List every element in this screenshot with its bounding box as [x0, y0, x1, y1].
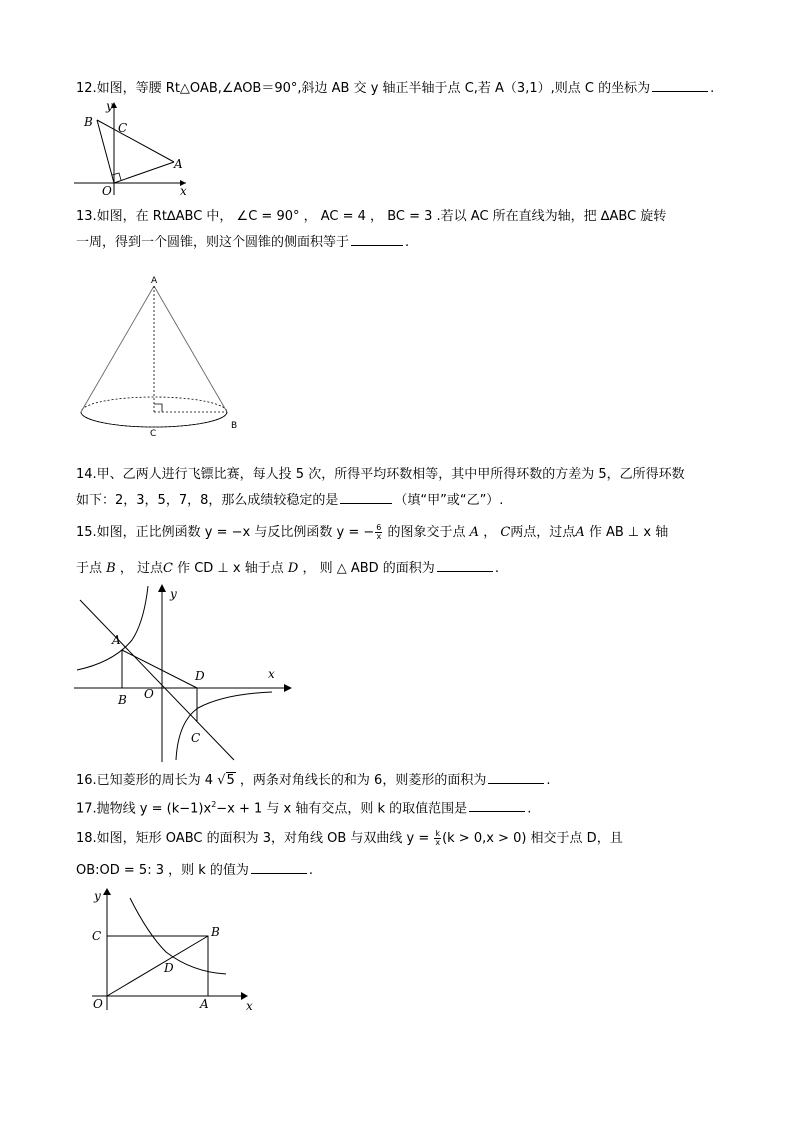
- q16-line: 16.已知菱形的周长为 4 √5 ，两条对角线长的和为 6，则菱形的面积为 .: [76, 773, 551, 788]
- q17-answer-blank[interactable]: [469, 810, 525, 812]
- q18-stem-c: OB:OD = 5: 3 ，则 k 的值为: [76, 863, 249, 878]
- q15-stem-f: 于点: [76, 561, 103, 576]
- q13-line1: 13.如图，在 Rt∆ABC 中， ∠C = 90° ， AC = 4 ， BC = 3 .若以 AC 所在直线为轴，把 ∆ABC 旋转: [76, 209, 667, 224]
- q12-text: [76, 80, 714, 98]
- q18-line1: [76, 830, 623, 848]
- q12-label-x: x: [180, 184, 187, 198]
- q12-answer-blank[interactable]: [652, 90, 708, 92]
- q17-line: [76, 796, 531, 818]
- q17-exponent: 2: [211, 800, 217, 809]
- q18-frac-num: k: [435, 829, 441, 838]
- q15-period: .: [494, 561, 499, 576]
- q18-y-arrow: [103, 888, 111, 895]
- q15-point-c: C: [500, 525, 511, 540]
- q17-stem-a: 17.抛物线 y = (k−1)x: [76, 801, 212, 817]
- q12-label-o: O: [102, 184, 112, 198]
- q15-y-arrow: [158, 584, 166, 592]
- q14-hint: （填“甲”或“乙”）.: [394, 493, 504, 508]
- q18-frac-den: x: [435, 838, 441, 847]
- q17-period: .: [527, 801, 532, 817]
- q15-fraction: [375, 524, 382, 541]
- q15-point-d: D: [287, 561, 299, 576]
- q15-label-a: A: [112, 633, 121, 647]
- q12-figure: [74, 100, 194, 198]
- q15-line2: [76, 560, 499, 578]
- q13-label-a: A: [151, 276, 158, 286]
- q15-stem-h: 作 CD ⊥ x 轴于点: [177, 561, 284, 576]
- q17-stem-b: −x + 1 与 x 轴有交点，则 k 的取值范围是: [216, 801, 468, 817]
- q18-stem-a: 18.如图，矩形 OABC 的面积为 3，对角线 OB 与双曲线 y =: [76, 831, 430, 846]
- q13-figure: [76, 272, 246, 452]
- q12-side-ob: [97, 120, 114, 183]
- q14-answer-blank[interactable]: [340, 502, 392, 504]
- q13-stem: 一周，得到一个圆锥，则这个圆锥的侧面积等于: [76, 235, 350, 250]
- q15-stem-e: 作 AB ⊥ x 轴: [588, 525, 669, 540]
- q14-line2: [76, 492, 503, 510]
- q16-radicand: 5: [226, 773, 235, 788]
- q13-label-c: C: [150, 429, 157, 439]
- q15-point-a: A: [469, 525, 480, 540]
- q16-stem-a: 16.已知菱形的周长为 4: [76, 773, 214, 788]
- q13-slant-left: [81, 286, 154, 412]
- q15-point-b: B: [106, 561, 116, 576]
- q18-label-b: B: [211, 925, 220, 939]
- q18-answer-blank[interactable]: [251, 872, 307, 874]
- q15-comma: ，: [483, 525, 497, 540]
- q13-base-front: [81, 412, 227, 427]
- q12-period: .: [710, 81, 715, 96]
- q15-line-y-neg-x: [80, 600, 234, 760]
- q18-figure: [86, 884, 262, 1014]
- q12-label-c: C: [118, 121, 128, 135]
- q15-figure: [74, 582, 296, 764]
- q12-label-y: y: [106, 100, 113, 113]
- q15-point-a2: A: [575, 525, 585, 540]
- q16-answer-blank[interactable]: [488, 782, 544, 784]
- q18-line2: [76, 862, 313, 880]
- q15-label-x: x: [268, 667, 275, 681]
- q13-slant-right: [154, 286, 227, 412]
- q12-stem: 12.如图，等腰 Rt△OAB,∠AOB＝90°,斜边 AB 交 y 轴正半轴于点 C,若 A（3,1）,则点 C 的坐标为: [76, 81, 651, 96]
- q14-stem: 如下：2，3，5，7，8，那么成绩较稳定的是: [76, 493, 339, 508]
- q18-label-d: D: [164, 961, 174, 975]
- q12-label-b: B: [84, 115, 93, 129]
- q18-period: .: [308, 863, 314, 878]
- q15-stem-b: 的图象交于点: [387, 525, 466, 540]
- q14-line1: 14.甲、乙两人进行飞镖比赛，每人投 5 次，所得平均环数相等，其中甲所得环数的方差为 5，乙所得环数: [76, 467, 685, 482]
- q15-label-o: O: [144, 687, 154, 701]
- q18-label-o: O: [93, 997, 103, 1011]
- q12-side-oa: [114, 162, 174, 183]
- q15-frac-den: x: [376, 532, 382, 541]
- q18-label-x: x: [246, 999, 253, 1013]
- q18-fraction: [434, 830, 441, 847]
- q15-stem-a: 15.如图，正比例函数 y = −x 与反比例函数 y = −: [76, 525, 375, 540]
- q15-stem-d: 两点，过点: [510, 525, 576, 540]
- q15-label-c: C: [191, 731, 201, 745]
- q15-stem-i: ， 则 △ ABD 的面积为: [302, 561, 435, 576]
- q13-label-b: B: [231, 421, 238, 431]
- q15-label-d: D: [195, 669, 205, 683]
- q13-right-angle: [154, 404, 162, 412]
- q18-label-c: C: [92, 929, 102, 943]
- q12-label-a: A: [174, 157, 183, 171]
- q18-label-a: A: [200, 997, 209, 1011]
- q13-line2: [76, 234, 409, 252]
- q15-answer-blank[interactable]: [437, 570, 493, 572]
- q15-label-b: B: [118, 693, 127, 707]
- q16-period: .: [546, 773, 551, 788]
- q15-stem-g: ， 过点: [119, 561, 163, 576]
- q18-stem-b: (k > 0,x > 0) 相交于点 D，且: [442, 831, 623, 846]
- q15-line1: [76, 524, 668, 542]
- q15-label-y: y: [170, 587, 177, 601]
- q13-period: .: [405, 235, 410, 250]
- q12-side-ab: [97, 120, 174, 162]
- q15-frac-num: 6: [376, 523, 382, 532]
- q15-x-arrow: [284, 684, 292, 692]
- q18-diagonal-ob: [107, 936, 208, 996]
- q18-label-y: y: [94, 889, 101, 903]
- q16-stem-b: ，两条对角线长的和为 6，则菱形的面积为: [239, 773, 487, 788]
- q15-point-c2: C: [163, 561, 173, 576]
- q13-answer-blank[interactable]: [351, 244, 403, 246]
